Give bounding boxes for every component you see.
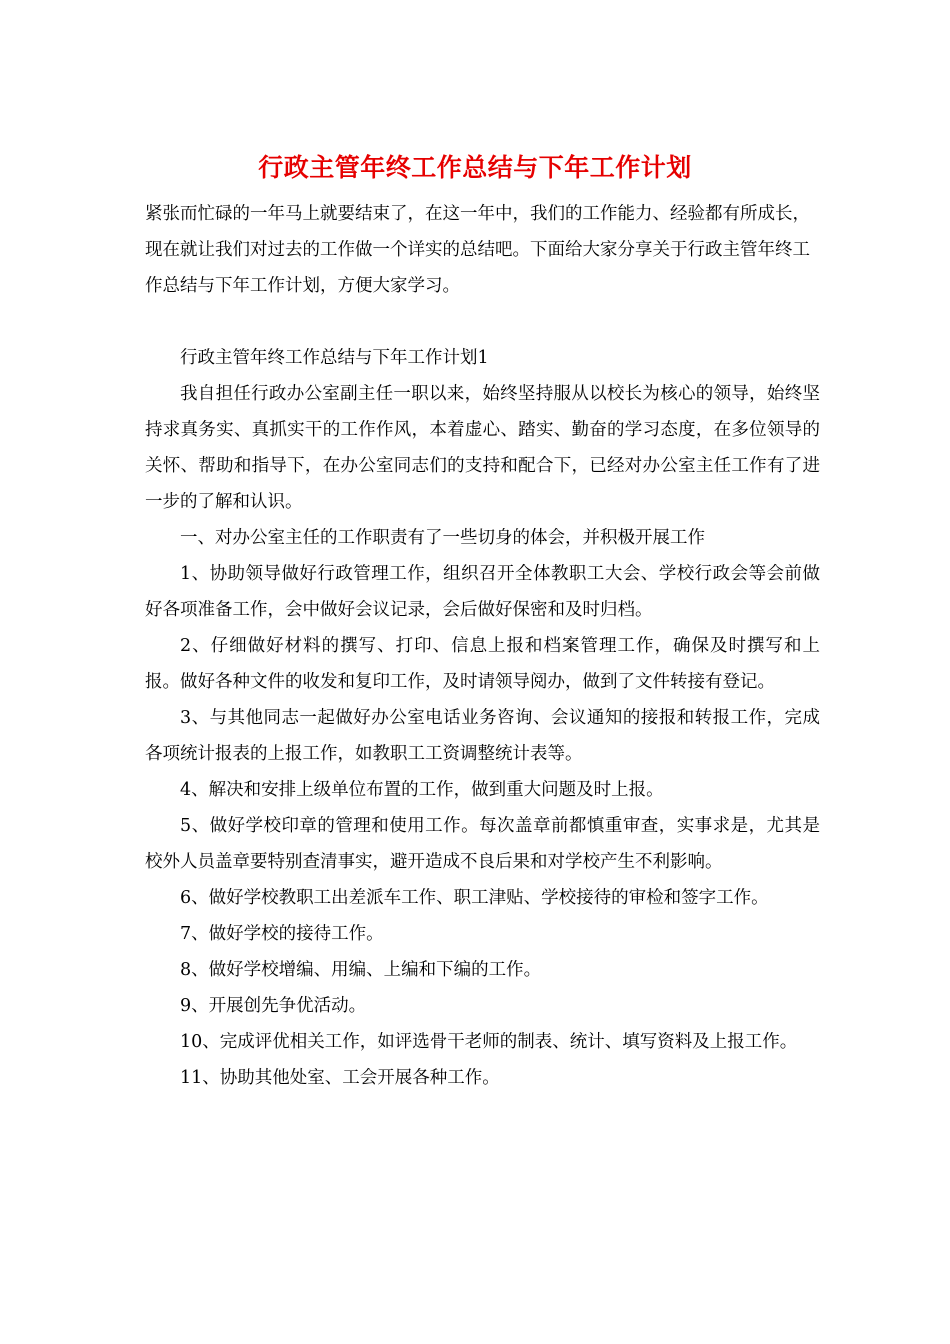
body-paragraph: 6、做好学校教职工出差派车工作、职工津贴、学校接待的审检和签字工作。 (180, 888, 769, 908)
body-paragraph: 2、仔细做好材料的撰写、打印、信息上报和档案管理工作，确保及时撰写和上报。做好各种文件的收发和复印工作，及时请领导阅办，做到了文件转接有登记。 (145, 636, 820, 692)
intro-paragraph: 紧张而忙碌的一年马上就要结束了，在这一年中，我们的工作能力、经验都有所成长，现在就让我们对过去的工作做一个详实的总结吧。下面给大家分享关于行政主管年终工作总结与下年工作计划，方便大家学习。 (145, 204, 810, 296)
body-paragraph: 10、完成评优相关工作，如评选骨干老师的制表、统计、填写资料及上报工作。 (180, 1032, 798, 1052)
document-title: 行政主管年终工作总结与下年工作计划 (258, 153, 692, 182)
body-paragraph: 9、开展创先争优活动。 (180, 996, 367, 1016)
body-paragraph: 我自担任行政办公室副主任一职以来，始终坚持服从以校长为核心的领导，始终坚持求真务实、真抓实干的工作作风，本着虚心、踏实、勤奋的学习态度，在多位领导的关怀、帮助和指导下，在办公室同志们的支持和配合下，已经对办公室主任工作有了进一步的了解和认识。 (145, 384, 820, 512)
body-paragraph: 3、与其他同志一起做好办公室电话业务咨询、会议通知的接报和转报工作，完成各项统计报表的上报工作，如教职工工资调整统计表等。 (145, 708, 820, 764)
body-paragraph: 7、做好学校的接待工作。 (180, 924, 384, 944)
section-title: 行政主管年终工作总结与下年工作计划1 (180, 348, 489, 368)
body-paragraph: 4、解决和安排上级单位布置的工作，做到重大问题及时上报。 (180, 780, 664, 800)
document-body (145, 340, 820, 1096)
body-paragraph: 一、对办公室主任的工作职责有了一些切身的体会，并积极开展工作 (180, 528, 705, 548)
body-paragraph: 11、协助其他处室、工会开展各种工作。 (180, 1068, 500, 1088)
body-paragraph: 1、协助领导做好行政管理工作，组织召开全体教职工大会、学校行政会等会前做好各项准备工作，会中做好会议记录，会后做好保密和及时归档。 (145, 564, 820, 620)
body-paragraph: 5、做好学校印章的管理和使用工作。每次盖章前都慎重审查，实事求是，尤其是校外人员盖章要特别查清事实，避开造成不良后果和对学校产生不利影响。 (145, 816, 820, 872)
body-paragraph: 8、做好学校增编、用编、上编和下编的工作。 (180, 960, 542, 980)
